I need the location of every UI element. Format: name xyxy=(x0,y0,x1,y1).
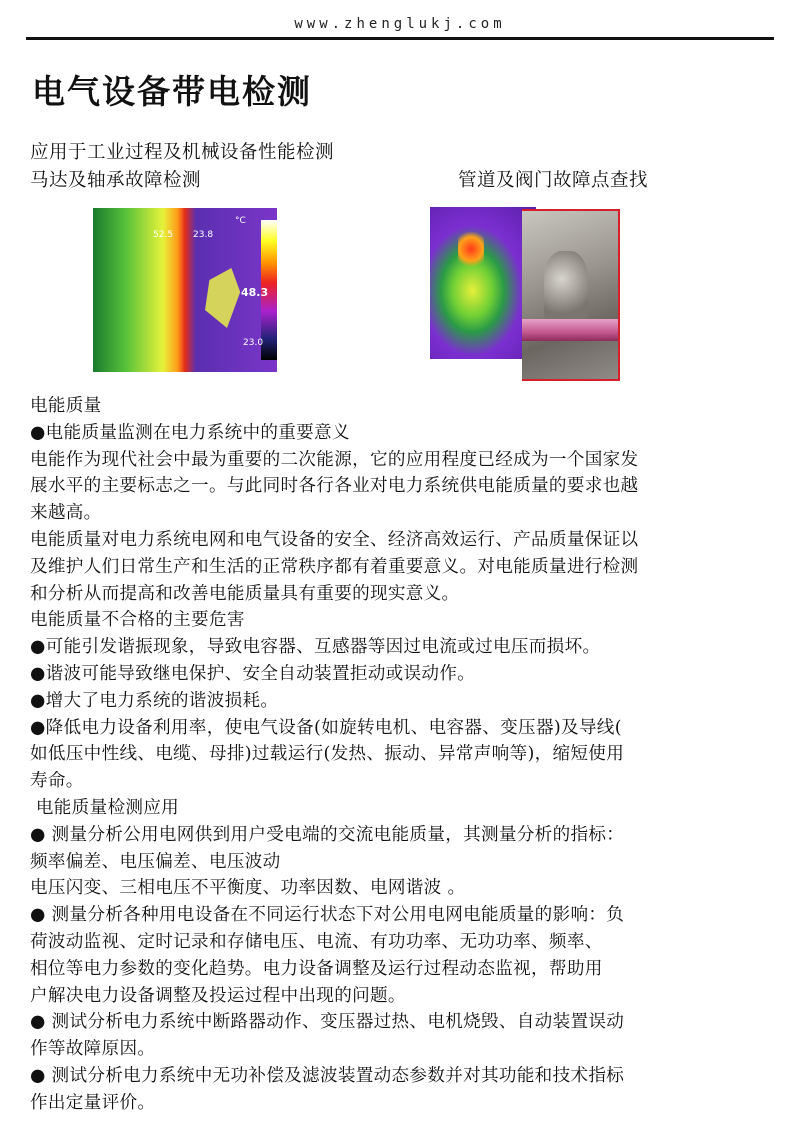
paragraph-line: 如低压中性线、电缆、母排)过载运行(发热、振动、异常声响等)，缩短使用 xyxy=(30,744,625,765)
paragraph-line: 寿命。 xyxy=(30,771,84,792)
bullet-item: ●可能引发谐振现象，导致电容器、互感器等因过电流或过电压而损坏。 xyxy=(30,637,601,658)
bullet-item: ● 测试分析电力系统中无功补偿及滤波装置动态参数并对其功能和技术指标 xyxy=(30,1065,625,1086)
paragraph-line: 作出定量评价。 xyxy=(30,1092,156,1113)
paragraph-line: 户解决电力设备调整及投运过程中出现的问题。 xyxy=(30,985,406,1006)
caption-motor-bearing: 马达及轴承故障检测 xyxy=(30,170,202,191)
bullet-item: ●谐波可能导致继电保护、安全自动装置拒动或误动作。 xyxy=(30,663,476,684)
bullet-item: ●降低电力设备利用率，使电气设备(如旋转电机、电容器、变压器)及导线( xyxy=(30,717,622,738)
page-title: 电气设备带电检测 xyxy=(32,72,312,111)
reading-2: 23.8 xyxy=(193,230,214,240)
motor-thermal-image xyxy=(93,208,277,372)
section-heading: 电能质量检测应用 xyxy=(30,797,180,818)
valve-body xyxy=(544,251,588,321)
paragraph-line: 展水平的主要标志之一。与此同时各行各业对电力系统供电能质量的要求也越 xyxy=(30,476,639,497)
bullet-item: ● 测量分析各种用电设备在不同运行状态下对公用电网电能质量的影响：负 xyxy=(30,905,625,926)
section-heading: 电能质量不合格的主要危害 xyxy=(30,610,245,631)
bullet-item: ● 测量分析公用电网供到用户受电端的交流电能质量，其测量分析的指标： xyxy=(30,824,625,845)
bullet-item: ●增大了电力系统的谐波损耗。 xyxy=(30,690,279,711)
paragraph-line: 电能作为现代社会中最为重要的二次能源，它的应用程度已经成为一个国家发 xyxy=(30,449,639,470)
valve-photo xyxy=(522,209,620,381)
paragraph-line: 频率偏差、电压偏差、电压波动 xyxy=(30,851,281,872)
bullet-heading: ●电能质量监测在电力系统中的重要意义 xyxy=(30,422,350,443)
paragraph-line: 电压闪变、三相电压不平衡度、功率因数、电网谐波 。 xyxy=(30,878,466,899)
section-heading: 电能质量 xyxy=(30,396,102,416)
bullet-item: ● 测试分析电力系统中断路器动作、变压器过热、电机烧毁、自动装置误动 xyxy=(30,1012,625,1033)
paragraph-line: 电能质量对电力系统电网和电气设备的安全、经济高效运行、产品质量保证以 xyxy=(30,529,639,550)
paragraph-line: 荷波动监视、定时记录和存储电压、电流、有功功率、无功功率、频率、 xyxy=(30,931,603,952)
unit-label: °C xyxy=(235,216,246,226)
pipe xyxy=(522,319,618,341)
reading-min: 23.0 xyxy=(243,338,264,348)
valve-hotspot xyxy=(458,229,484,269)
intro-line: 应用于工业过程及机械设备性能检测 xyxy=(30,142,335,163)
paragraph-line: 作等故障原因。 xyxy=(30,1039,156,1060)
valve-thermal-image xyxy=(430,207,536,359)
site-url[interactable]: www.zhenglukj.com xyxy=(294,16,506,32)
header-divider xyxy=(26,37,774,40)
reading-max: 48.3 xyxy=(241,286,269,299)
paragraph-line: 和分析从而提高和改善电能质量具有重要的现实意义。 xyxy=(30,583,460,604)
paragraph-line: 相位等电力参数的变化趋势。电力设备调整及运行过程动态监视，帮助用 xyxy=(30,958,603,979)
body-text xyxy=(30,393,774,1117)
caption-pipe-valve: 管道及阀门故障点查找 xyxy=(458,170,649,191)
reading-1: 52.5 xyxy=(153,230,174,240)
paragraph-line: 及维护人们日常生产和生活的正常秩序都有着重要意义。对电能质量进行检测 xyxy=(30,556,639,577)
paragraph-line: 来越高。 xyxy=(30,503,102,524)
